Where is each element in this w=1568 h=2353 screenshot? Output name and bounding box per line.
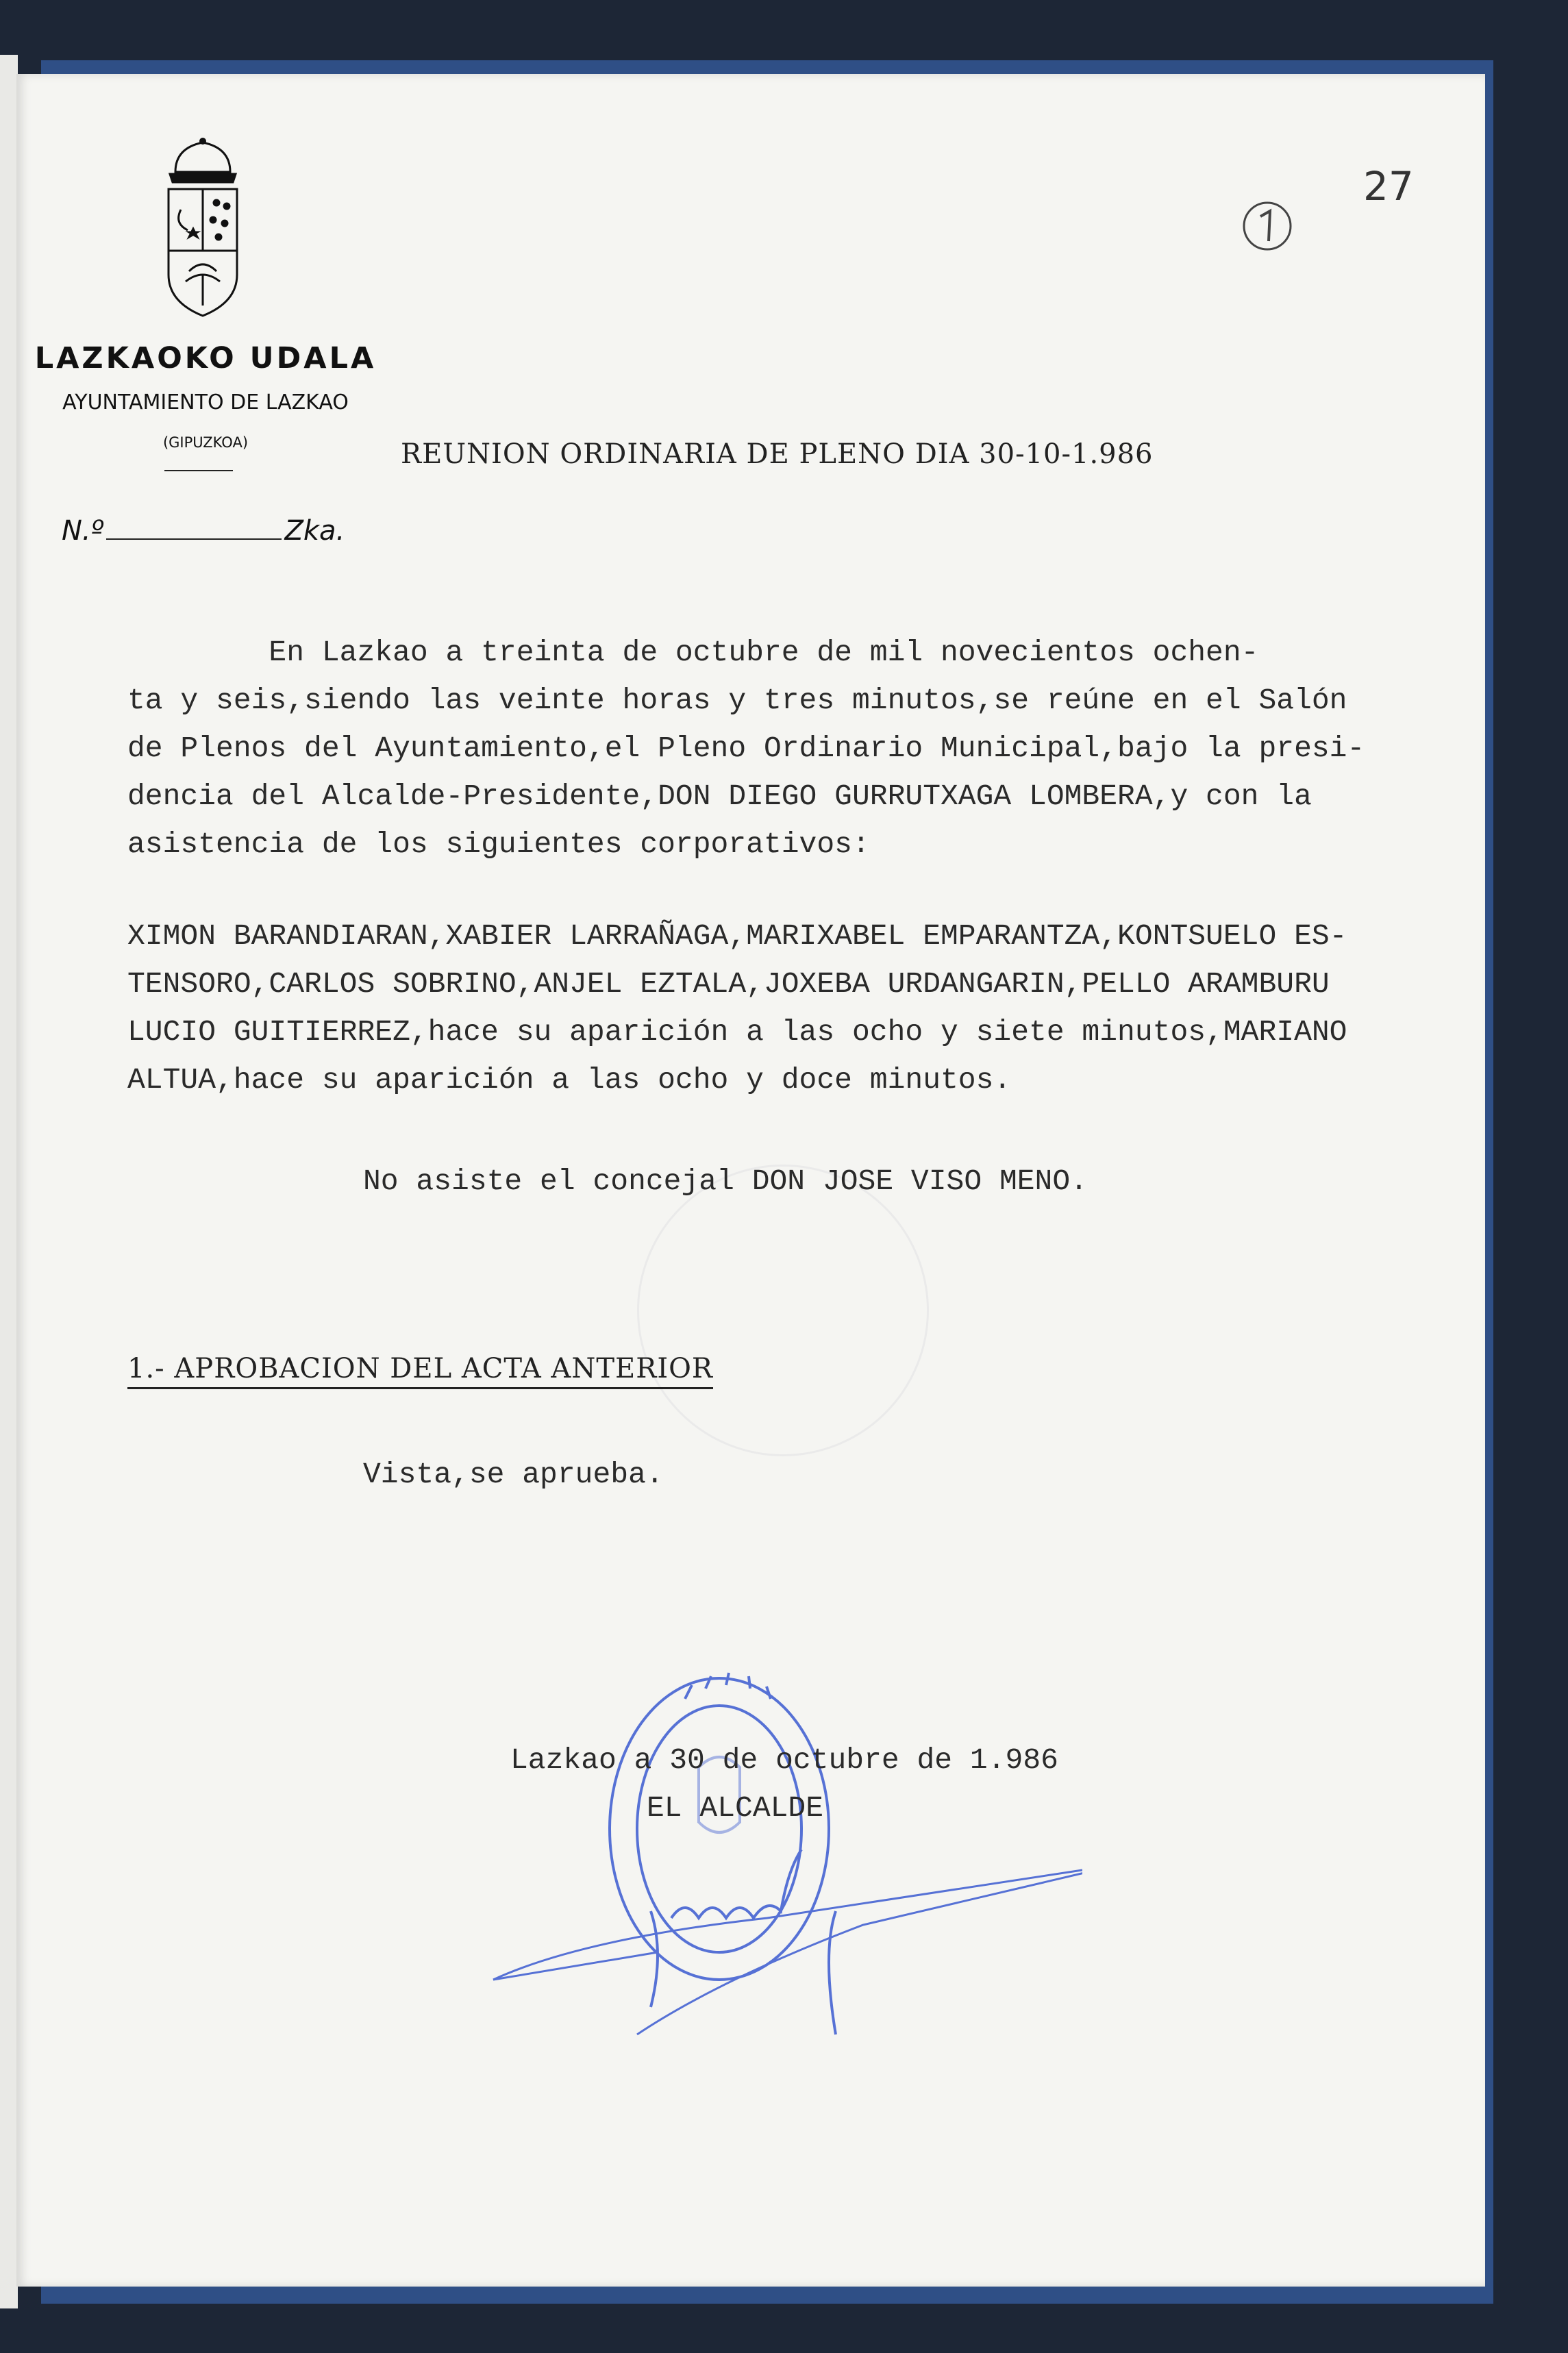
- handwritten-mark-icon: [1240, 196, 1295, 253]
- document-title: REUNION ORDINARIA DE PLENO DIA 30-10-1.986: [401, 438, 1154, 470]
- number-blank: [106, 534, 282, 540]
- paragraph-attendees: XIMON BARANDIARAN,XABIER LARRAÑAGA,MARIXABEL EMPARANTZA,KONTSUELO ES- TENSORO,CARLOS SOBRINO,ANJEL EZTALA,JOXEBA URDANGARIN,PELLO ARAMBURU LUCIO GUITIERREZ,hace su aparición a las ocho y siete minutos,MARIANO ALTUA,hace su aparición a las ocho y doce minutos.: [127, 919, 1347, 1097]
- closing-place-date: Lazkao a 30 de octubre de 1.986: [510, 1743, 1058, 1777]
- coat-of-arms-icon: [148, 134, 258, 333]
- municipal-seal-and-signature: [480, 1596, 1082, 2117]
- reference-number-line: [62, 515, 345, 547]
- bleed-through-mark: [637, 1165, 929, 1456]
- organization-name: LAZKAOKO UDALA: [34, 341, 377, 375]
- number-prefix: N.º: [62, 515, 104, 547]
- closing-signatory: EL ALCALDE: [647, 1791, 824, 1825]
- paragraph-absent: No asiste el concejal DON JOSE VISO MENO.: [363, 1165, 1088, 1198]
- paragraph-opening: En Lazkao a treinta de octubre de mil novecientos ochen- ta y seis,siendo las veinte horas y tres minutos,se reúne en el Salón de Plenos del Ayuntamiento,el Pleno Ordinario Municipal,bajo la presi- dencia del Alcalde-Presidente,DON DIEGO GURRUTXAGA LOMBERA,y con la asistencia de los siguientes corporativos:: [127, 636, 1365, 861]
- organization-subtitle: AYUNTAMIENTO DE LAZKAO: [62, 390, 349, 414]
- section-text: Vista,se aprueba.: [363, 1458, 664, 1491]
- organization-province: (GIPUZKOA): [162, 434, 249, 451]
- divider: [164, 470, 233, 471]
- section-title: 1.- APROBACION DEL ACTA ANTERIOR: [127, 1353, 713, 1389]
- number-suffix: Zka.: [284, 515, 345, 547]
- page-edge: [0, 55, 18, 2308]
- page-number: 27: [1363, 163, 1414, 210]
